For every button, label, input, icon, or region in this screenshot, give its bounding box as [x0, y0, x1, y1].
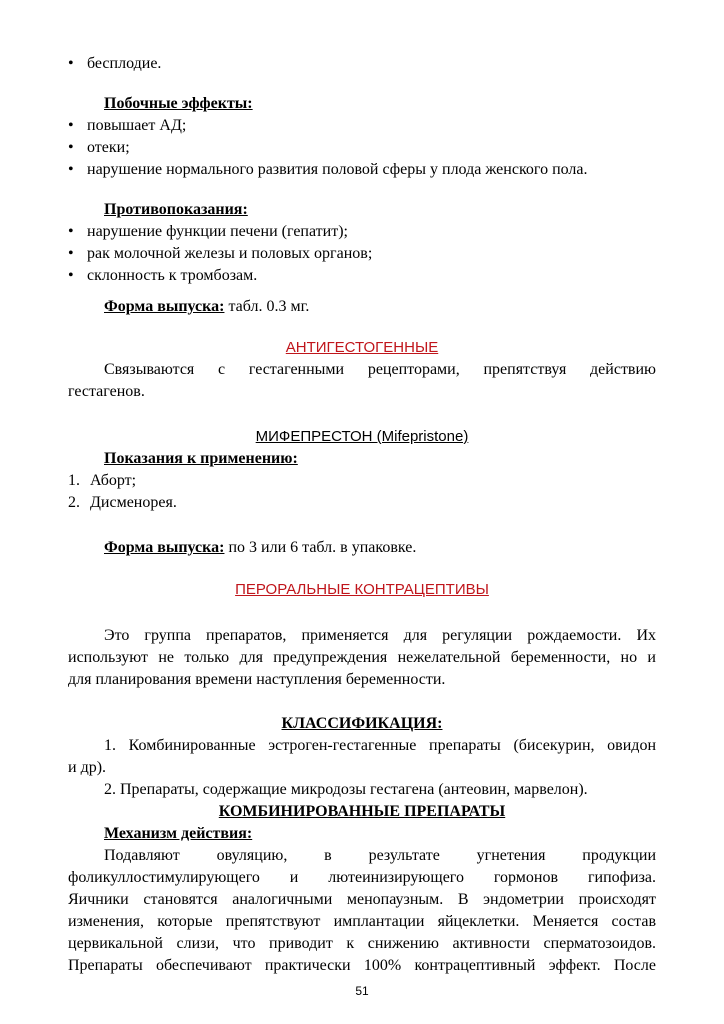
side-effects-heading: Побочные эффекты:: [104, 95, 253, 112]
list-item: • повышает АД;: [68, 115, 675, 137]
paragraph-line: Яичники становятся аналогичными менопаузным. В эндометрии происходят: [68, 891, 656, 908]
bullet-icon: •: [68, 245, 74, 262]
release-form-text: по 3 или 6 табл. в упаковке.: [224, 539, 417, 556]
list-number: 1.: [68, 472, 80, 489]
mechanism-heading: Механизм действия:: [104, 825, 253, 842]
release-form-label: Форма выпуска:: [104, 539, 225, 556]
paragraph-line: цервикальной слизи, что приводит к снижению активности сперматозоидов.: [68, 935, 656, 952]
list-number: 2.: [68, 494, 80, 511]
antigestogens-title: АНТИГЕСТОГЕННЫЕ: [285, 339, 439, 356]
paragraph-line: гестагенов.: [68, 383, 145, 400]
list-item: • нарушение функции печени (гепатит);: [68, 221, 675, 243]
bullet-icon: •: [68, 161, 74, 178]
contraindications-heading: Противопоказания:: [104, 201, 248, 218]
list-item: 2. Дисменорея.: [68, 494, 177, 511]
release-form: [104, 537, 692, 559]
paragraph-line: и др).: [68, 759, 107, 776]
list-item: • нарушение нормального развития половой сферы у плода женского пола.: [68, 159, 675, 181]
list-item: • склонность к тромбозам.: [68, 265, 675, 287]
classification-title: КЛАССИФИКАЦИЯ:: [281, 715, 443, 732]
list-item: • отеки;: [68, 137, 675, 159]
paragraph-line: Подавляют овуляцию, в результате угнетения продукции: [104, 847, 656, 864]
paragraph-line: 2. Препараты, содержащие микродозы гестагена (антеовин, марвелон).: [104, 781, 588, 798]
bullet-icon: •: [68, 267, 74, 284]
paragraph-line: для планирования времени наступления беременности.: [68, 671, 446, 688]
bullet-icon: •: [68, 55, 74, 72]
paragraph-line: изменения, которые препятствуют имплантации яйцеклетки. Меняется состав: [68, 913, 656, 930]
oral-contraceptives-title: ПЕРОРАЛЬНЫЕ КОНТРАЦЕПТИВЫ: [235, 581, 489, 598]
bullet-icon: •: [68, 223, 74, 240]
paragraph-line: фоликуллостимулирующего и лютеинизирующего гормонов гипофиза.: [68, 869, 656, 886]
paragraph-line: используют не только для предупреждения нежелательной беременности, но и: [68, 649, 656, 666]
paragraph-line: Это группа препаратов, применяется для регуляции рождаемости. Их: [104, 627, 656, 644]
paragraph-line: Связываются с гестагенными рецепторами, препятствуя действию: [104, 361, 656, 378]
combined-title: КОМБИНИРОВАННЫЕ ПРЕПАРАТЫ: [218, 803, 506, 820]
indications-heading: Показания к применению:: [104, 450, 298, 467]
release-form-label: Форма выпуска:: [104, 298, 225, 315]
paragraph-line: Препараты обеспечивают практически 100% контрацептивный эффект. После: [68, 957, 656, 974]
list-item: 1. Аборт;: [68, 472, 137, 489]
page-number: 51: [355, 984, 369, 998]
list-item: • бесплодие.: [68, 53, 675, 75]
mifepristone-title: МИФЕПРЕСТОН (Mifepristone): [255, 428, 469, 445]
list-item: • рак молочной железы и половых органов;: [68, 243, 675, 265]
bullet-icon: •: [68, 117, 74, 134]
release-form-text: табл. 0.3 мг.: [224, 298, 310, 315]
paragraph-line: 1. Комбинированные эстроген-гестагенные препараты (бисекурин, овидон: [104, 737, 656, 754]
release-form: [104, 296, 692, 318]
bullet-icon: •: [68, 139, 74, 156]
